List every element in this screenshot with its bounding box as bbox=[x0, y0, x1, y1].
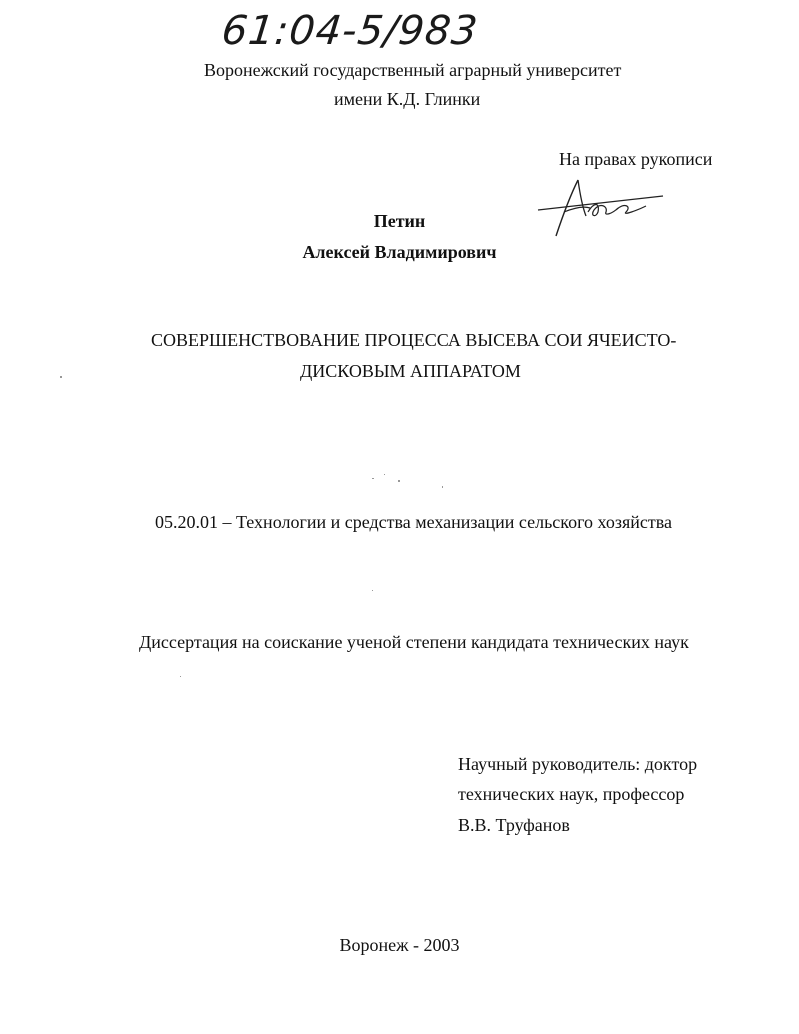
supervisor-title: Научный руководитель: доктор bbox=[458, 754, 698, 774]
supervisor-degree: технических наук, профессор bbox=[458, 784, 685, 804]
university-name: Воронежский государственный аграрный университет bbox=[204, 60, 622, 80]
dissertation-title-line2: ДИСКОВЫМ АППАРАТОМ bbox=[300, 361, 521, 381]
specialty-code: 05.20.01 – Технологии и средства механизации сельского хозяйства bbox=[155, 512, 672, 532]
university-named-after: имени К.Д. Глинки bbox=[334, 89, 481, 109]
manuscript-rights-label: На правах рукописи bbox=[559, 149, 713, 169]
author-full-name: Алексей Владимирович bbox=[302, 242, 497, 262]
archive-number: 61:04-5/983 bbox=[219, 8, 481, 54]
author-surname: Петин bbox=[373, 211, 426, 231]
city-year: Воронеж - 2003 bbox=[339, 935, 460, 955]
dissertation-degree: Диссертация на соискание ученой степени кандидата технических наук bbox=[139, 632, 689, 652]
dissertation-title-line1: СОВЕРШЕНСТВОВАНИЕ ПРОЦЕССА ВЫСЕВА СОИ ЯЧЕИСТО- bbox=[151, 330, 677, 350]
supervisor-name: В.В. Труфанов bbox=[458, 815, 570, 835]
